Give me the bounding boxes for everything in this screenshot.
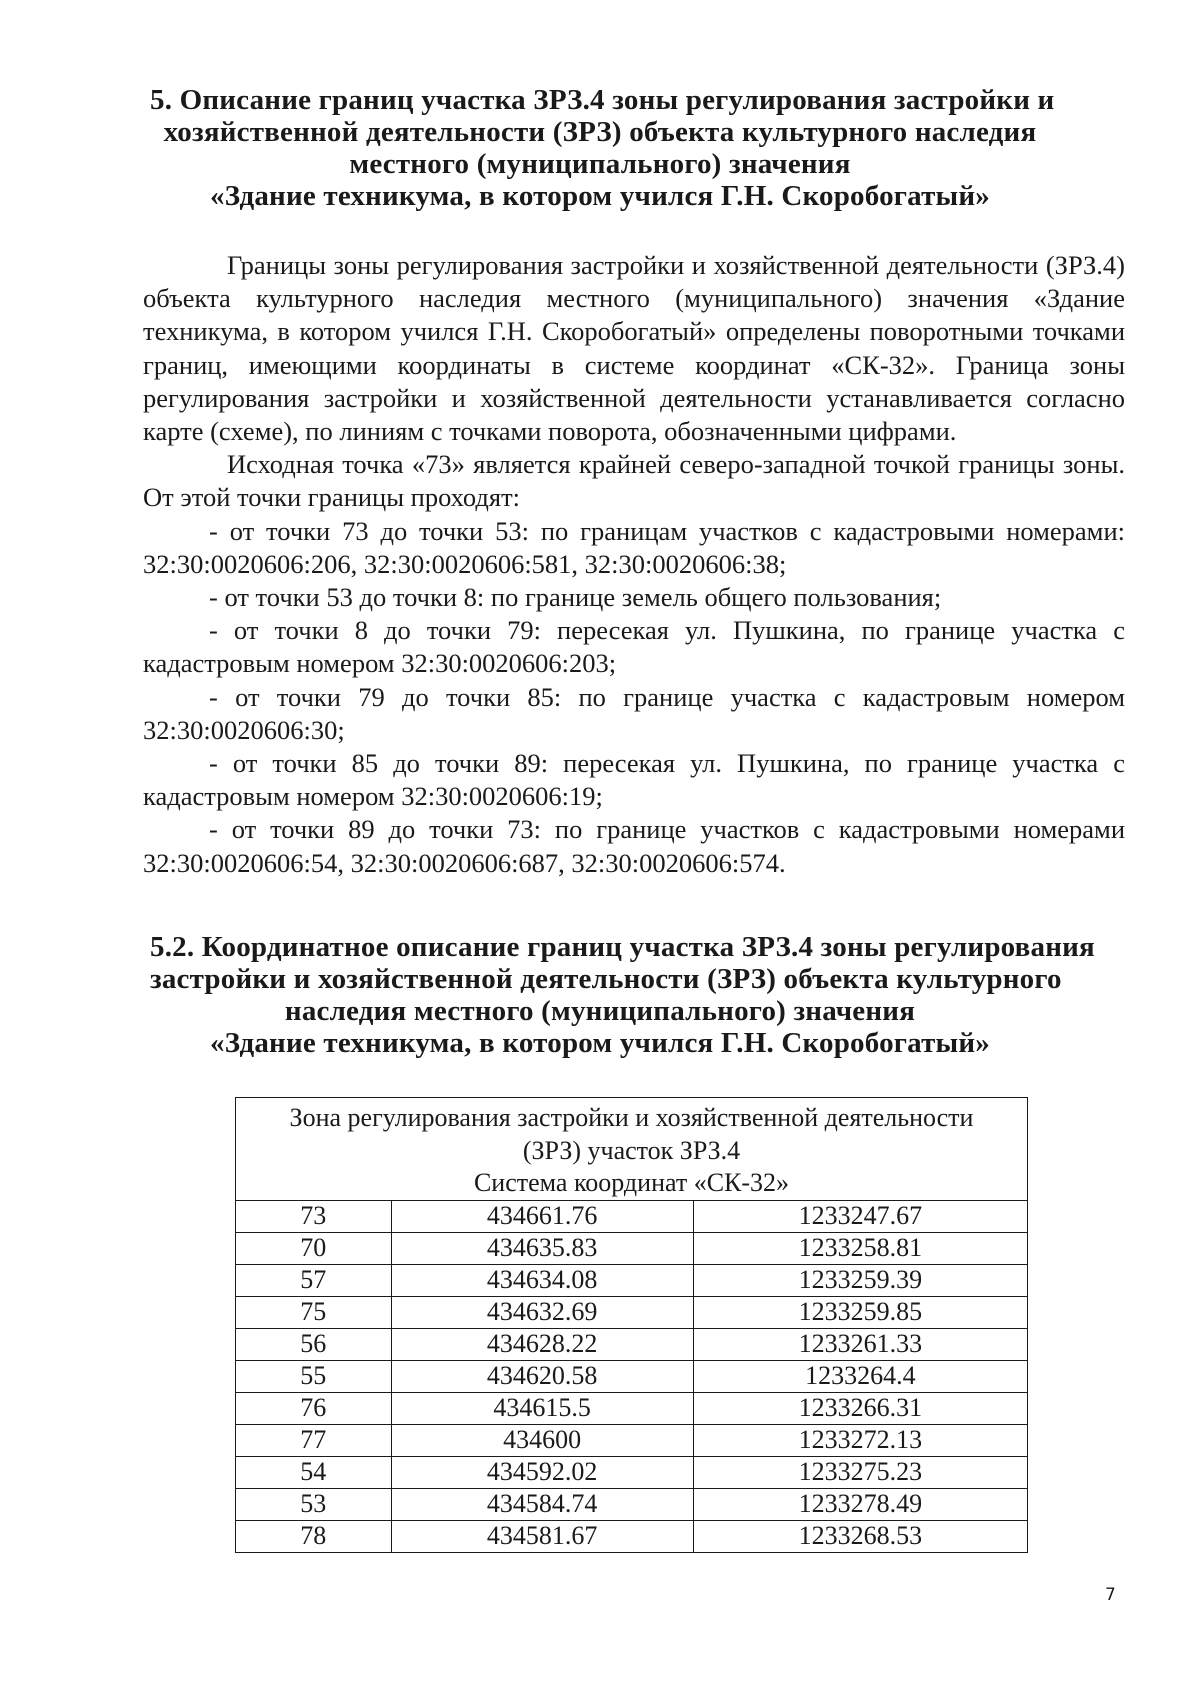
boundary-segment-item: - от точки 53 до точки 8: по границе земель общего пользования; — [209, 582, 942, 613]
table-header-row — [236, 1098, 1028, 1201]
table-row — [236, 1200, 1028, 1232]
heading-line: 5.2. Координатное описание границ участка ЗРЗ.4 зоны регулирования — [150, 931, 1095, 963]
coordinates-heading — [150, 931, 1095, 1059]
coordinate-y: 1233247.67 — [693, 1200, 1027, 1232]
table-header-line: Система координат «СК-32» — [473, 1168, 790, 1197]
coordinate-y: 1233275.23 — [693, 1456, 1027, 1488]
point-number: 77 — [236, 1424, 392, 1456]
point-number: 53 — [236, 1488, 392, 1520]
coordinate-y: 1233259.39 — [693, 1264, 1027, 1296]
heading-line: застройки и хозяйственной деятельности (ЗРЗ) объекта культурного — [150, 963, 1062, 995]
point-number: 70 — [236, 1232, 392, 1264]
coordinate-y: 1233272.13 — [693, 1424, 1027, 1456]
heading-line: местного (муниципального) значения — [349, 148, 851, 180]
table-header-line: (ЗРЗ) участок ЗРЗ.4 — [522, 1135, 741, 1165]
point-number: 75 — [236, 1296, 392, 1328]
table-row — [236, 1264, 1028, 1296]
coordinate-x: 434584.74 — [391, 1488, 693, 1520]
table-row — [236, 1232, 1028, 1264]
coordinate-x: 434635.83 — [391, 1232, 693, 1264]
coordinate-x: 434615.5 — [391, 1392, 693, 1424]
coordinate-y: 1233266.31 — [693, 1392, 1027, 1424]
table-header-cell — [236, 1098, 1028, 1201]
intro-paragraph: Границы зоны регулирования застройки и хозяйственной деятельности (ЗРЗ.4) объекта культурного наследия местного (муниципального) значения «Здание техникума, в котором учился Г.Н. Скоробогатый» определены поворотными точками границ, имеющими координаты в системе координат «СК-32». Граница зоны регулирования застройки и хозяйственной деятельности устанавливается согласно карте (схеме), по линиям с точками поворота, обозначенными цифрами. — [143, 250, 1125, 447]
boundary-segment-item: - от точки 89 до точки 73: по границе участков с кадастровыми номерами 32:30:0020606:54, 32:30:0020606:687, 32:30:0020606:574. — [143, 814, 1125, 878]
coordinate-x: 434628.22 — [391, 1328, 693, 1360]
start-point-paragraph: Исходная точка «73» является крайней северо-западной точкой границы зоны. От этой точки границы проходят: — [143, 449, 1125, 513]
coordinate-x: 434661.76 — [391, 1200, 693, 1232]
page-number: 7 — [1105, 1585, 1116, 1605]
coordinate-y: 1233261.33 — [693, 1328, 1027, 1360]
section-heading — [150, 84, 1055, 212]
table-row — [236, 1296, 1028, 1328]
point-number: 78 — [236, 1520, 392, 1552]
boundary-segment-item: - от точки 79 до точки 85: по границе участка с кадастровым номером 32:30:0020606:30; — [143, 681, 1125, 745]
point-number: 56 — [236, 1328, 392, 1360]
heading-line: «Здание техникума, в котором учился Г.Н. Скоробогатый» — [210, 180, 990, 212]
coordinate-x: 434620.58 — [391, 1360, 693, 1392]
boundary-segment-item: - от точки 73 до точки 53: по границам участков с кадастровыми номерами: 32:30:0020606:206, 32:30:0020606:581, 32:30:0020606:38; — [143, 515, 1125, 579]
coordinate-y: 1233258.81 — [693, 1232, 1027, 1264]
coordinate-y: 1233264.4 — [693, 1360, 1027, 1392]
table-header-line: Зона регулирования застройки и хозяйственной деятельности — [289, 1103, 974, 1132]
point-number: 54 — [236, 1456, 392, 1488]
table-row — [236, 1520, 1028, 1552]
coordinate-x: 434632.69 — [391, 1296, 693, 1328]
point-number: 73 — [236, 1200, 392, 1232]
coordinate-y: 1233268.53 — [693, 1520, 1027, 1552]
table-row — [236, 1328, 1028, 1360]
coordinate-y: 1233259.85 — [693, 1296, 1027, 1328]
boundary-segment-item: - от точки 85 до точки 89: пересекая ул. Пушкина, по границе участка с кадастровым номером 32:30:0020606:19; — [143, 748, 1125, 812]
point-number: 76 — [236, 1392, 392, 1424]
coordinate-x: 434592.02 — [391, 1456, 693, 1488]
heading-line: «Здание техникума, в котором учился Г.Н. Скоробогатый» — [210, 1027, 990, 1059]
table-row — [236, 1488, 1028, 1520]
boundary-description — [143, 249, 1125, 880]
coordinate-x: 434600 — [391, 1424, 693, 1456]
coordinates-table — [235, 1097, 1028, 1553]
coordinate-y: 1233278.49 — [693, 1488, 1027, 1520]
boundary-segment-item: - от точки 8 до точки 79: пересекая ул. Пушкина, по границе участка с кадастровым номером 32:30:0020606:203; — [143, 615, 1125, 679]
heading-line: хозяйственной деятельности (ЗРЗ) объекта культурного наследия — [163, 116, 1037, 148]
heading-line: 5. Описание границ участка ЗРЗ.4 зоны регулирования застройки и — [150, 84, 1055, 116]
table-row — [236, 1392, 1028, 1424]
point-number: 57 — [236, 1264, 392, 1296]
table-row — [236, 1456, 1028, 1488]
heading-line: наследия местного (муниципального) значения — [284, 995, 916, 1027]
coordinate-x: 434581.67 — [391, 1520, 693, 1552]
table-row — [236, 1360, 1028, 1392]
coordinate-x: 434634.08 — [391, 1264, 693, 1296]
point-number: 55 — [236, 1360, 392, 1392]
table-row — [236, 1424, 1028, 1456]
